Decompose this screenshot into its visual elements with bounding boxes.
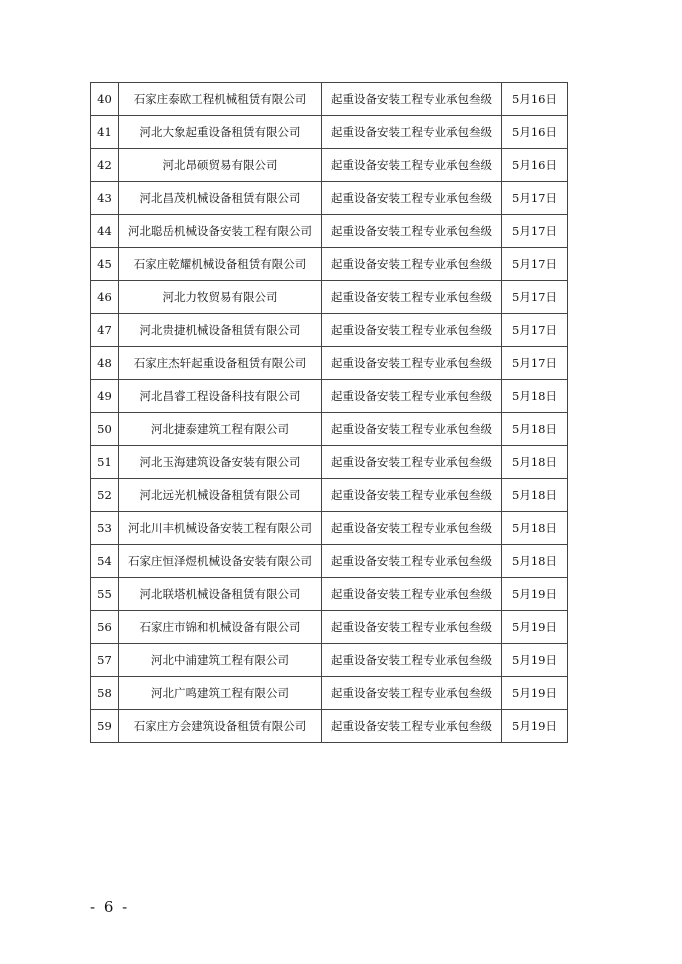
page-number: - 6 - — [90, 898, 130, 916]
company-name-cell: 河北聪岳机械设备安装工程有限公司 — [119, 215, 322, 248]
date-cell: 5月19日 — [502, 710, 568, 743]
company-name-cell: 河北昌茂机械设备租赁有限公司 — [119, 182, 322, 215]
date-cell: 5月16日 — [502, 116, 568, 149]
company-name-cell: 河北捷泰建筑工程有限公司 — [119, 413, 322, 446]
qualification-cell: 起重设备安装工程专业承包叁级 — [322, 677, 502, 710]
company-name-cell: 河北玉海建筑设备安装有限公司 — [119, 446, 322, 479]
company-name-cell: 河北广鸣建筑工程有限公司 — [119, 677, 322, 710]
table-row — [91, 149, 568, 182]
row-number-cell: 45 — [91, 248, 119, 281]
table-row — [91, 281, 568, 314]
qualification-cell: 起重设备安装工程专业承包叁级 — [322, 215, 502, 248]
row-number-cell: 53 — [91, 512, 119, 545]
row-number-cell: 50 — [91, 413, 119, 446]
qualification-cell: 起重设备安装工程专业承包叁级 — [322, 248, 502, 281]
table-row — [91, 710, 568, 743]
row-number-cell: 44 — [91, 215, 119, 248]
table-row — [91, 611, 568, 644]
company-name-cell: 石家庄泰欧工程机械租赁有限公司 — [119, 83, 322, 116]
date-cell: 5月17日 — [502, 215, 568, 248]
date-cell: 5月18日 — [502, 413, 568, 446]
table-row — [91, 446, 568, 479]
date-cell: 5月18日 — [502, 380, 568, 413]
qualification-cell: 起重设备安装工程专业承包叁级 — [322, 116, 502, 149]
date-cell: 5月17日 — [502, 347, 568, 380]
row-number-cell: 57 — [91, 644, 119, 677]
date-cell: 5月17日 — [502, 182, 568, 215]
company-name-cell: 河北远光机械设备租赁有限公司 — [119, 479, 322, 512]
row-number-cell: 59 — [91, 710, 119, 743]
date-cell: 5月18日 — [502, 512, 568, 545]
qualification-cell: 起重设备安装工程专业承包叁级 — [322, 578, 502, 611]
date-cell: 5月18日 — [502, 479, 568, 512]
table-row — [91, 314, 568, 347]
date-cell: 5月17日 — [502, 281, 568, 314]
qualification-cell: 起重设备安装工程专业承包叁级 — [322, 83, 502, 116]
qualification-cell: 起重设备安装工程专业承包叁级 — [322, 644, 502, 677]
qualification-cell: 起重设备安装工程专业承包叁级 — [322, 182, 502, 215]
table-row — [91, 116, 568, 149]
company-name-cell: 河北力牧贸易有限公司 — [119, 281, 322, 314]
row-number-cell: 52 — [91, 479, 119, 512]
table-row — [91, 248, 568, 281]
table-row — [91, 413, 568, 446]
row-number-cell: 41 — [91, 116, 119, 149]
table-row — [91, 578, 568, 611]
date-cell: 5月17日 — [502, 248, 568, 281]
table-row — [91, 677, 568, 710]
row-number-cell: 51 — [91, 446, 119, 479]
company-name-cell: 石家庄杰轩起重设备租赁有限公司 — [119, 347, 322, 380]
company-name-cell: 河北昂硕贸易有限公司 — [119, 149, 322, 182]
qualification-cell: 起重设备安装工程专业承包叁级 — [322, 281, 502, 314]
records-table — [90, 82, 568, 743]
date-cell: 5月19日 — [502, 611, 568, 644]
qualification-cell: 起重设备安装工程专业承包叁级 — [322, 149, 502, 182]
row-number-cell: 54 — [91, 545, 119, 578]
date-cell: 5月18日 — [502, 545, 568, 578]
table-row — [91, 380, 568, 413]
company-name-cell: 石家庄市锦和机械设备有限公司 — [119, 611, 322, 644]
date-cell: 5月17日 — [502, 314, 568, 347]
date-cell: 5月19日 — [502, 677, 568, 710]
qualification-cell: 起重设备安装工程专业承包叁级 — [322, 479, 502, 512]
row-number-cell: 42 — [91, 149, 119, 182]
table-row — [91, 83, 568, 116]
company-name-cell: 石家庄恒泽煜机械设备安装有限公司 — [119, 545, 322, 578]
date-cell: 5月18日 — [502, 446, 568, 479]
qualification-cell: 起重设备安装工程专业承包叁级 — [322, 446, 502, 479]
qualification-cell: 起重设备安装工程专业承包叁级 — [322, 413, 502, 446]
qualification-cell: 起重设备安装工程专业承包叁级 — [322, 347, 502, 380]
company-name-cell: 河北川丰机械设备安装工程有限公司 — [119, 512, 322, 545]
company-name-cell: 河北中浦建筑工程有限公司 — [119, 644, 322, 677]
date-cell: 5月16日 — [502, 83, 568, 116]
company-name-cell: 河北大象起重设备租赁有限公司 — [119, 116, 322, 149]
table-row — [91, 512, 568, 545]
company-name-cell: 石家庄乾耀机械设备租赁有限公司 — [119, 248, 322, 281]
qualification-cell: 起重设备安装工程专业承包叁级 — [322, 380, 502, 413]
qualification-cell: 起重设备安装工程专业承包叁级 — [322, 545, 502, 578]
row-number-cell: 47 — [91, 314, 119, 347]
row-number-cell: 49 — [91, 380, 119, 413]
table-row — [91, 644, 568, 677]
qualification-cell: 起重设备安装工程专业承包叁级 — [322, 611, 502, 644]
table-row — [91, 545, 568, 578]
row-number-cell: 46 — [91, 281, 119, 314]
row-number-cell: 48 — [91, 347, 119, 380]
table-row — [91, 215, 568, 248]
row-number-cell: 40 — [91, 83, 119, 116]
row-number-cell: 43 — [91, 182, 119, 215]
date-cell: 5月19日 — [502, 644, 568, 677]
company-name-cell: 河北贵捷机械设备租赁有限公司 — [119, 314, 322, 347]
table-row — [91, 347, 568, 380]
table-body — [91, 83, 568, 743]
qualification-cell: 起重设备安装工程专业承包叁级 — [322, 512, 502, 545]
row-number-cell: 58 — [91, 677, 119, 710]
row-number-cell: 56 — [91, 611, 119, 644]
company-name-cell: 石家庄方会建筑设备租赁有限公司 — [119, 710, 322, 743]
date-cell: 5月16日 — [502, 149, 568, 182]
company-name-cell: 河北昌睿工程设备科技有限公司 — [119, 380, 322, 413]
row-number-cell: 55 — [91, 578, 119, 611]
table-row — [91, 479, 568, 512]
company-name-cell: 河北联塔机械设备租赁有限公司 — [119, 578, 322, 611]
table-row — [91, 182, 568, 215]
qualification-cell: 起重设备安装工程专业承包叁级 — [322, 710, 502, 743]
qualification-cell: 起重设备安装工程专业承包叁级 — [322, 314, 502, 347]
date-cell: 5月19日 — [502, 578, 568, 611]
